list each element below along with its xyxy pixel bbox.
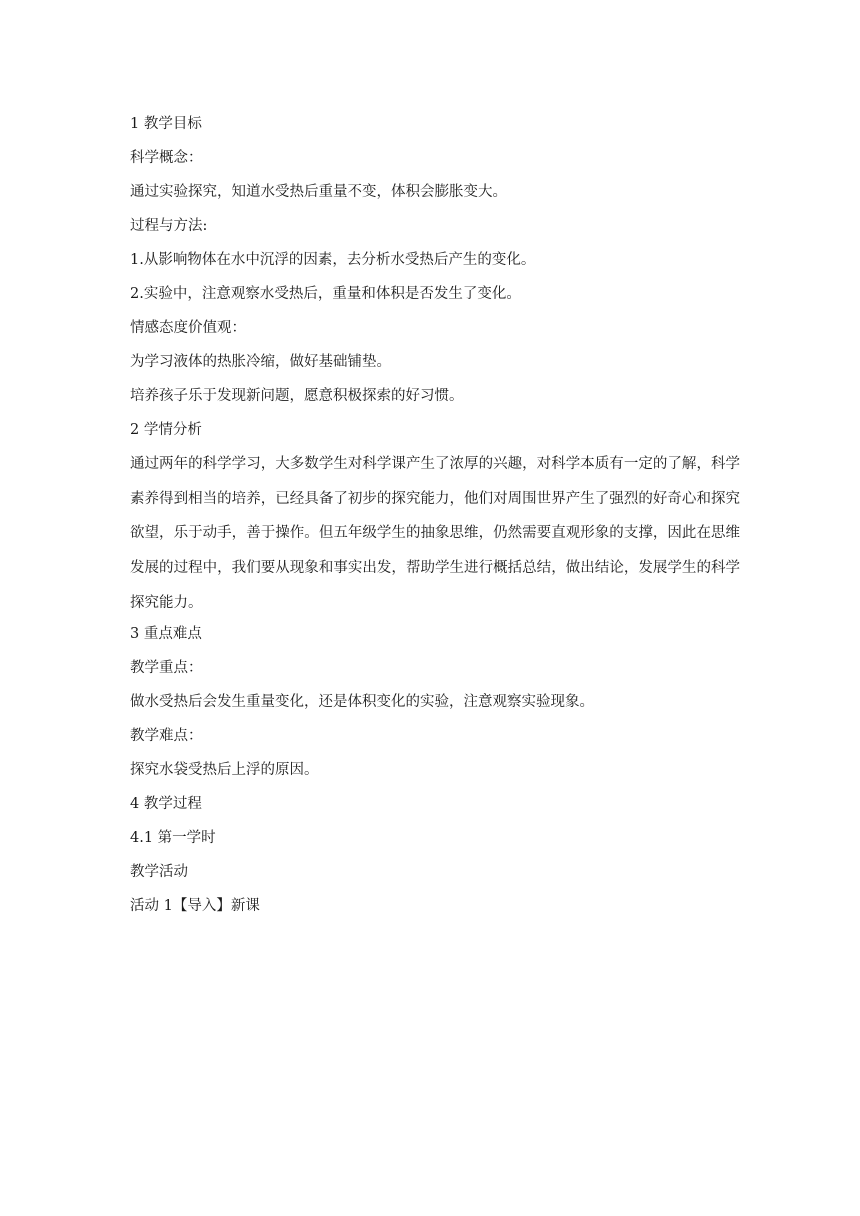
method-item-2: 2.实验中，注意观察水受热后，重量和体积是否发生了变化。: [130, 286, 521, 302]
attitude-label: 情感态度价值观：: [130, 320, 246, 336]
subsection-heading: 4.1 第一学时: [130, 830, 216, 846]
key-text: 做水受热后会发生重量变化，还是体积变化的实验，注意观察实验现象。: [130, 694, 594, 710]
difficulty-text: 探究水袋受热后上浮的原因。: [130, 762, 319, 778]
activity-item-1: 活动 1【导入】新课: [130, 898, 260, 914]
attitude-item-2: 培养孩子乐于发现新问题，愿意积极探索的好习惯。: [130, 388, 464, 404]
section-heading-analysis: 2 学情分析: [130, 422, 202, 438]
concept-text: 通过实验探究，知道水受热后重量不变，体积会膨胀变大。: [130, 184, 507, 200]
section-heading-objectives: 1 教学目标: [130, 116, 202, 132]
method-label: 过程与方法:: [130, 218, 208, 234]
concept-label: 科学概念：: [130, 150, 203, 166]
attitude-item-1: 为学习液体的热胀冷缩，做好基础铺垫。: [130, 354, 391, 370]
activity-label: 教学活动: [130, 864, 188, 880]
section-heading-process: 4 教学过程: [130, 796, 202, 812]
method-item-1: 1.从影响物体在水中沉浮的因素，去分析水受热后产生的变化。: [130, 252, 536, 268]
key-label: 教学重点：: [130, 660, 203, 676]
difficulty-label: 教学难点：: [130, 728, 203, 744]
analysis-paragraph: 通过两年的科学学习，大多数学生对科学课产生了浓厚的兴趣，对科学本质有一定的了解，科学素养得到相当的培养，已经具备了初步的探究能力，他们对周围世界产生了强烈的好奇心和探究欲望，乐于动手，善于操作。但五年级学生的抽象思维，仍然需要直观形象的支撑，因此在思维发展的过程中，我们要从现象和事实出发，帮助学生进行概括总结，做出结论，发展学生的科学探究能力。: [130, 456, 740, 611]
section-heading-keypoints: 3 重点难点: [130, 626, 202, 642]
